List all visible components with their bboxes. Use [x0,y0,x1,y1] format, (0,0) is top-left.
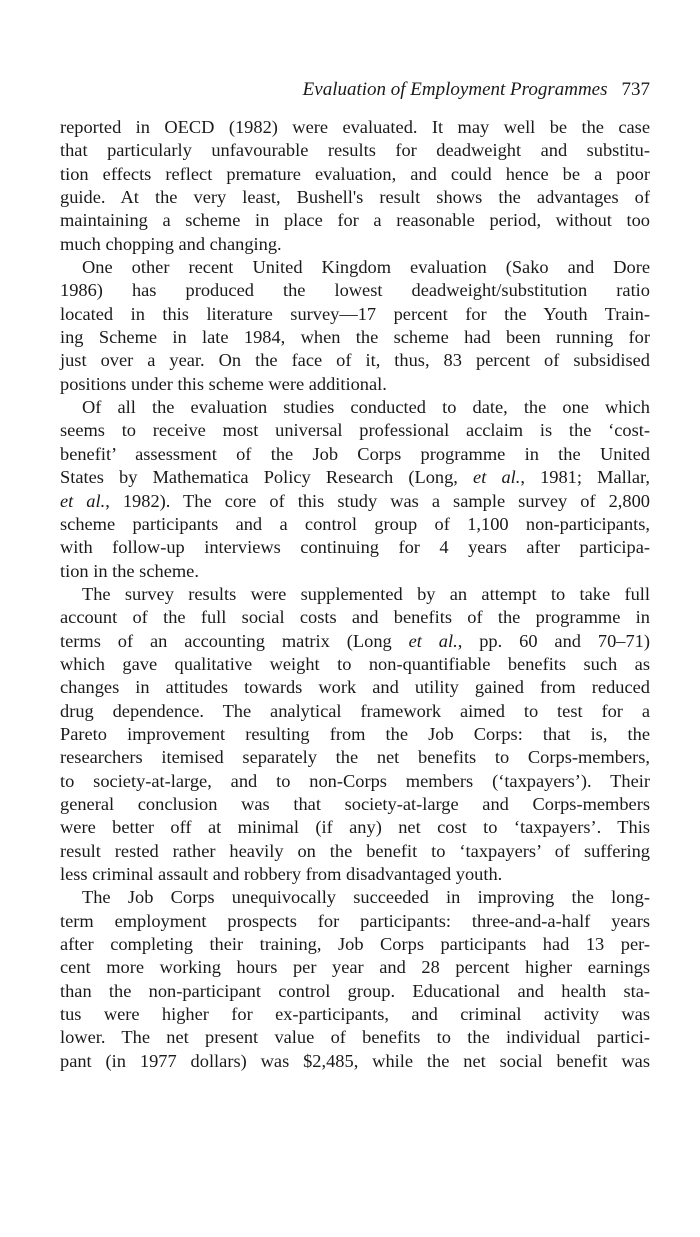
text-line: lower. The net present value of benefits to the individual partici- [60,1027,650,1048]
text-line: general conclusion was that society-at-large and Corps-members [60,793,650,814]
text-line: cent more working hours per year and 28 percent higher earnings [60,957,650,978]
text-line: much chopping and changing. [60,233,282,254]
page-number: 737 [621,79,650,100]
text-line: seems to receive most universal professional acclaim is the ‘cost- [60,420,650,441]
text-line: The Job Corps unequivocally succeeded in improving the long- [82,887,650,908]
paragraph [60,256,650,396]
text-line: tus were higher for ex-participants, and criminal activity was [60,1004,650,1025]
text-line: than the non-participant control group. Educational and health sta- [60,980,650,1001]
body-text [60,116,650,1073]
text-line: just over a year. On the face of it, thus, 83 percent of subsidised [60,350,650,371]
text-line: Of all the evaluation studies conducted to date, the one which [82,397,650,418]
text-line: were better off at minimal (if any) net cost to ‘taxpayers’. This [60,817,650,838]
text-line: that particularly unfavourable results for deadweight and substitu- [60,140,650,161]
text-line: located in this literature survey—17 percent for the Youth Train- [60,303,650,324]
text-line: less criminal assault and robbery from disadvantaged youth. [60,864,503,884]
text-line: tion in the scheme. [60,560,199,581]
text-line: tion effects reflect premature evaluation, and could hence be a poor [60,163,650,184]
text-line: after completing their training, Job Corps participants had 13 per- [60,934,650,955]
running-head-title: Evaluation of Employment Programmes [302,79,608,100]
text-line: One other recent United Kingdom evaluation (Sako and Dore [82,257,650,278]
running-head [60,78,650,102]
paragraph [60,886,650,1073]
text-line: et al., 1982). The core of this study was a sample survey of 2,800 [60,490,650,511]
text-line: maintaining a scheme in place for a reasonable period, without too [60,210,650,231]
text-line: Pareto improvement resulting from the Job Corps: that is, the [60,723,650,744]
book-page [60,0,650,1237]
text-line: positions under this scheme were additional. [60,373,387,394]
text-line: account of the full social costs and benefits of the programme in [60,607,650,628]
text-line: States by Mathematica Policy Research (Long, et al., 1981; Mallar, [60,467,650,488]
text-line: ing Scheme in late 1984, when the scheme had been running for [60,327,650,348]
paragraph [60,583,650,886]
text-line: term employment prospects for participants: three-and-a-half years [60,910,650,931]
paragraph [60,396,650,583]
text-line: guide. At the very least, Bushell's result shows the advantages of [60,187,650,208]
text-line: pant (in 1977 dollars) was $2,485, while the net social benefit was [60,1050,650,1071]
paragraph [60,116,650,256]
text-line: to society-at-large, and to non-Corps members (‘taxpayers’). Their [60,770,650,791]
text-line: with follow-up interviews continuing for 4 years after participa- [60,537,650,558]
text-line: scheme participants and a control group of 1,100 non-participants, [60,513,650,534]
text-line: benefit’ assessment of the Job Corps programme in the United [60,443,650,464]
text-line: result rested rather heavily on the benefit to ‘taxpayers’ of suffering [60,840,650,861]
text-line: researchers itemised separately the net benefits to Corps-members, [60,747,650,768]
text-line: which gave qualitative weight to non-quantifiable benefits such as [60,653,650,674]
text-line: reported in OECD (1982) were evaluated. It may well be the case [60,117,650,137]
text-line: 1986) has produced the lowest deadweight/substitution ratio [60,280,650,301]
text-line: The survey results were supplemented by an attempt to take full [82,583,650,604]
text-line: drug dependence. The analytical framework aimed to test for a [60,700,650,721]
text-line: changes in attitudes towards work and utility gained from reduced [60,677,650,698]
text-line: terms of an accounting matrix (Long et al., pp. 60 and 70–71) [60,630,650,651]
